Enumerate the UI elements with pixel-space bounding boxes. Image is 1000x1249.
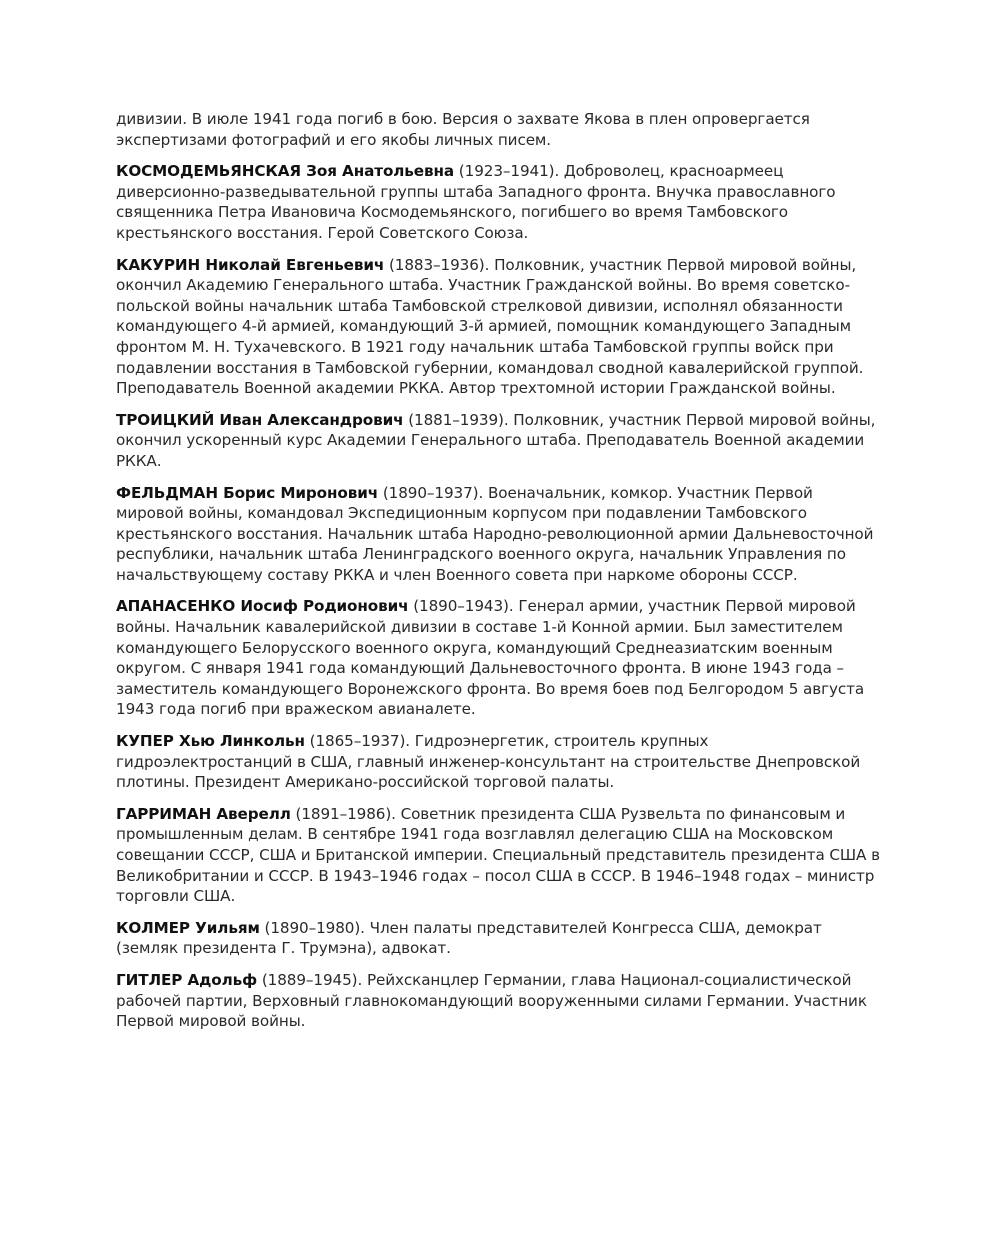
entry-name: КОСМОДЕМЬЯНСКАЯ Зоя Анатольевна — [116, 162, 455, 181]
entry-apanasenko — [116, 596, 880, 720]
entry-name: ФЕЛЬДМАН Борис Миронович — [116, 483, 379, 502]
entry-name: АПАНАСЕНКО Иосиф Родионович — [116, 597, 409, 616]
entry-kosmodemyanskaya — [116, 161, 880, 243]
entry-text: (1890–1980). Член палаты представителей Конгресса США, демократ (земляк президента Г. Трумэна), адвокат. — [116, 918, 822, 958]
entry-text: (1883–1936). Полковник, участник Первой мировой войны, окончил Академию Генерального штаба. Участник Гражданской войны. Во время советско-польской войны начальник штаба Тамбовской стрелковой дивизии, исполнял обязанности командующего 4-й армией, командующий 3-й армией, помощник командующего Западным фронтом М. Н. Тухачевского. В 1921 году начальник штаба Тамбовской группы войск при подавлении восстания в Тамбовской губернии, командовал сводной кавалерийской группой. Преподаватель Военной академии РККА. Автор трехтомной истории Гражданской войны. — [116, 255, 864, 398]
entry-harriman — [116, 804, 880, 907]
entry-hitler — [116, 970, 880, 1032]
entry-colmer — [116, 918, 880, 959]
continuation-paragraph: дивизии. В июле 1941 года погиб в бою. Версия о захвате Якова в плен опровергается экспертизами фотографий и его якобы личных писем. — [116, 110, 810, 149]
entry-text: (1890–1943). Генерал армии, участник Первой мировой войны. Начальник кавалерийской дивизии в составе 1-й Конной армии. Был заместителем командующего Белорусского военного округа, командующий Среднеазиатским военным округом. С января 1941 года командующий Дальневосточного фронта. В июне 1943 года – заместитель командующего Воронежского фронта. Во время боев под Белгородом 5 августа 1943 года погиб при вражеском авианалете. — [116, 597, 865, 719]
entry-kakurin — [116, 255, 880, 399]
entry-feldman — [116, 483, 880, 586]
entry-cooper — [116, 731, 880, 793]
entry-name: КАКУРИН Николай Евгеньевич — [116, 255, 385, 274]
entry-name: ТРОИЦКИЙ Иван Александрович — [116, 410, 404, 429]
entry-text: (1891–1986). Советник президента США Рузвельта по финансовым и промышленным делам. В сентябре 1941 года возглавлял делегацию США на Московском совещании СССР, США и Британской империи. Специальный представитель президента США в Великобритании и СССР. В 1943–1946 годах – посол США в СССР. В 1946–1948 годах – министр торговли США. — [116, 804, 880, 906]
entry-name: КУПЕР Хью Линкольн — [116, 732, 305, 751]
document-page — [116, 109, 880, 1043]
entry-text: (1865–1937). Гидроэнергетик, строитель крупных гидроэлектростанций в США, главный инженер-консультант на строительстве Днепровской плотины. Президент Американо-российской торговой палаты. — [116, 732, 861, 792]
entry-name: ГАРРИМАН Аверелл — [116, 804, 291, 823]
entry-text: (1889–1945). Рейхсканцлер Германии, глава Национал-социалистической рабочей партии, Верховный главнокомандующий вооруженными силами Германии. Участник Первой мировой войны. — [116, 970, 867, 1031]
entry-text: (1881–1939). Полковник, участник Первой мировой войны, окончил ускоренный курс Академии Генерального штаба. Преподаватель Военной академии РККА. — [116, 410, 876, 470]
entry-name: КОЛМЕР Уильям — [116, 918, 260, 937]
entry-name: ГИТЛЕР Адольф — [116, 970, 258, 989]
entry-text: (1923–1941). Доброволец, красноармеец диверсионно-разведывательной группы штаба Западного фронта. Внучка православного священника Петра Ивановича Космодемьянского, погибшего во время Тамбовского крестьянского восстания. Герой Советского Союза. — [116, 162, 836, 242]
entry-troitsky — [116, 410, 880, 472]
entry-text: (1890–1937). Военачальник, комкор. Участник Первой мировой войны, командовал Экспедиционным корпусом при подавлении Тамбовского крестьянского восстания. Начальник штаба Народно-революционной армии Дальневосточной республики, начальник штаба Ленинградского военного округа, начальник Управления по начальствующему составу РККА и член Военного совета при наркоме обороны СССР. — [116, 483, 874, 584]
